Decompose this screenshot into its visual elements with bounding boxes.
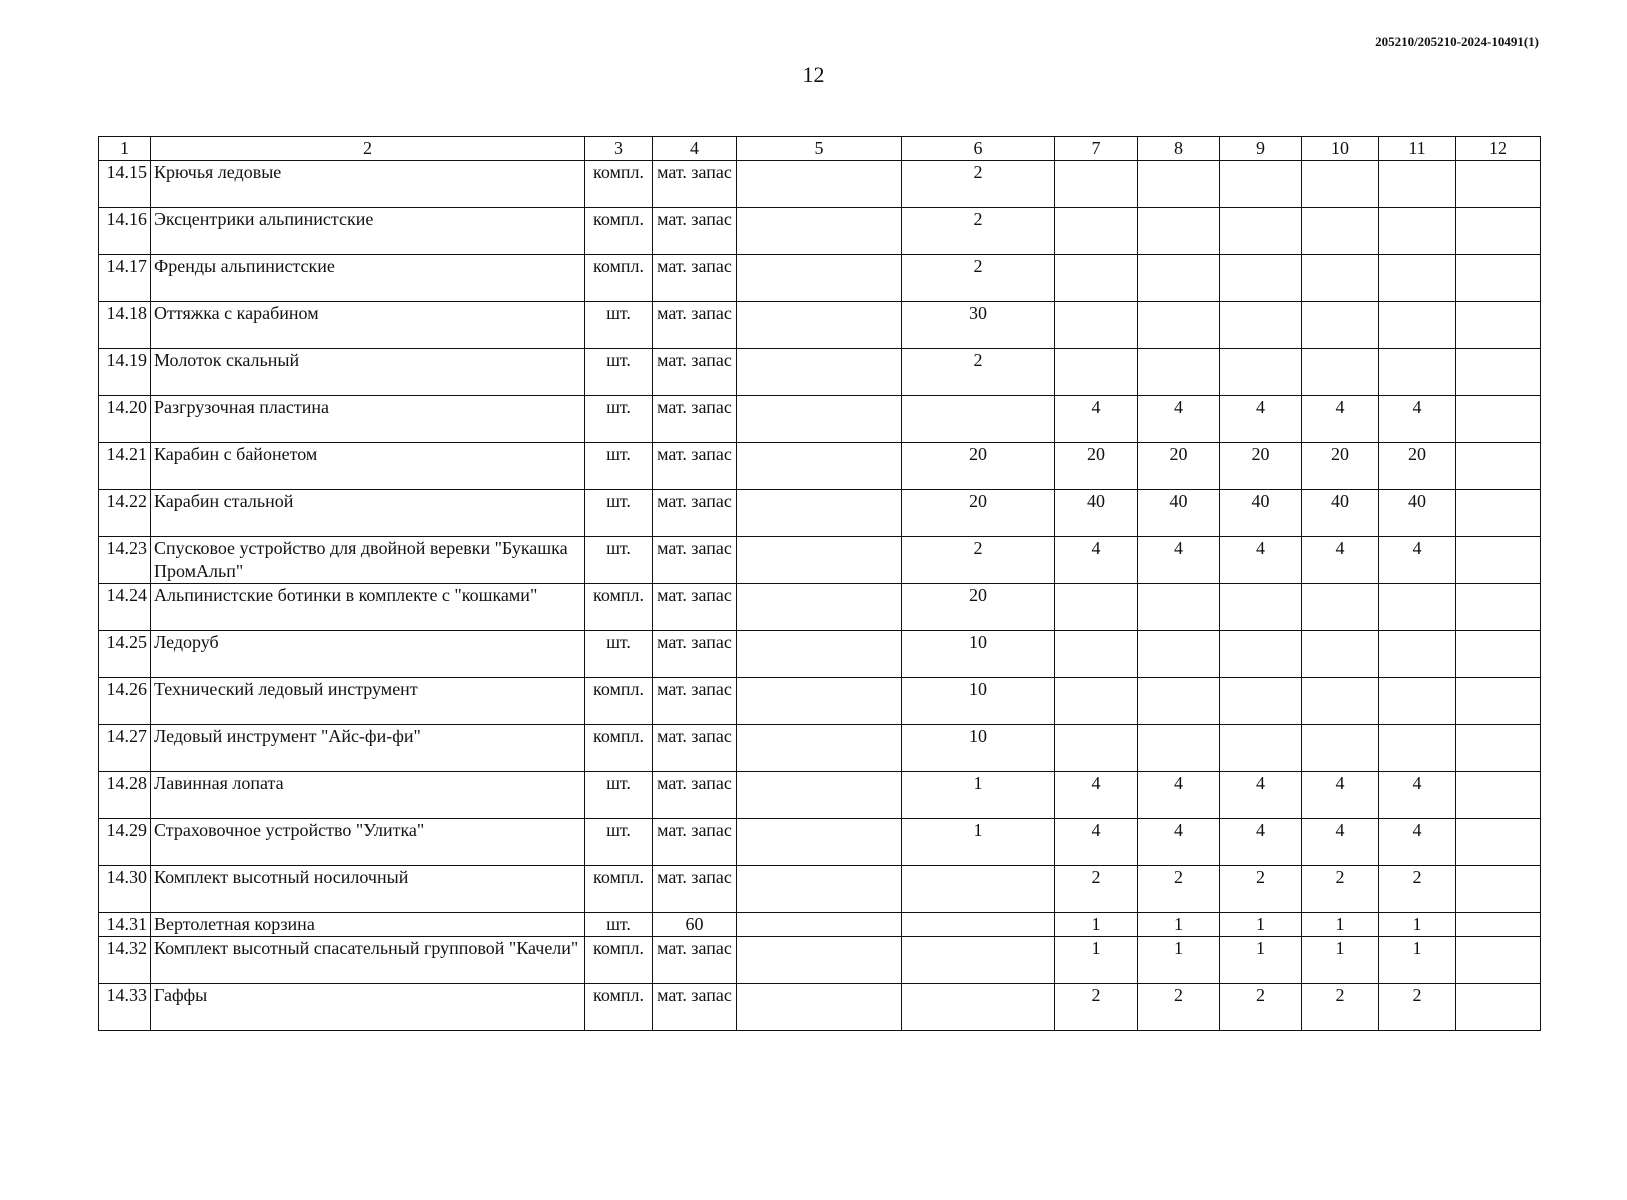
item-number: 14.21 [99, 443, 151, 490]
item-number: 14.24 [99, 584, 151, 631]
item-basis: мат. запас [653, 255, 737, 302]
item-number: 14.25 [99, 631, 151, 678]
col-7-value [1055, 349, 1138, 396]
col-5-value [737, 255, 902, 302]
col-7-value: 20 [1055, 443, 1138, 490]
table-row [99, 396, 1541, 443]
item-unit: компл. [585, 866, 653, 913]
table-row [99, 208, 1541, 255]
col-12-value [1456, 161, 1541, 208]
col-9-value: 4 [1220, 396, 1302, 443]
page-number: 12 [802, 62, 825, 87]
col-8-value: 4 [1138, 819, 1220, 866]
table-row [99, 255, 1541, 302]
col-12-value [1456, 819, 1541, 866]
item-name: Страховочное устройство "Улитка" [151, 819, 585, 866]
col-10-value: 4 [1302, 772, 1379, 819]
col-6-value: 20 [902, 490, 1055, 537]
header-cell-12: 12 [1456, 137, 1541, 161]
table-row [99, 537, 1541, 584]
col-6-value [902, 866, 1055, 913]
col-9-value: 40 [1220, 490, 1302, 537]
col-11-value: 20 [1379, 443, 1456, 490]
item-unit: компл. [585, 984, 653, 1031]
col-8-value [1138, 302, 1220, 349]
col-6-value: 2 [902, 349, 1055, 396]
item-basis: мат. запас [653, 678, 737, 725]
item-basis: мат. запас [653, 725, 737, 772]
table-row [99, 937, 1541, 984]
table-body [99, 161, 1541, 1031]
document-id: 205210/205210-2024-10491(1) [1375, 34, 1539, 49]
col-12-value [1456, 490, 1541, 537]
item-basis: мат. запас [653, 537, 737, 584]
col-8-value: 2 [1138, 984, 1220, 1031]
item-number: 14.26 [99, 678, 151, 725]
col-6-value: 2 [902, 208, 1055, 255]
col-11-value [1379, 678, 1456, 725]
col-5-value [737, 913, 902, 937]
table-row [99, 584, 1541, 631]
item-basis: 60 [653, 913, 737, 937]
col-7-value: 1 [1055, 913, 1138, 937]
item-unit: компл. [585, 208, 653, 255]
col-8-value: 20 [1138, 443, 1220, 490]
col-9-value [1220, 255, 1302, 302]
col-8-value [1138, 584, 1220, 631]
item-name: Ледовый инструмент "Айс-фи-фи" [151, 725, 585, 772]
col-12-value [1456, 631, 1541, 678]
col-7-value: 4 [1055, 396, 1138, 443]
col-6-value [902, 984, 1055, 1031]
item-number: 14.17 [99, 255, 151, 302]
col-5-value [737, 631, 902, 678]
table-row [99, 302, 1541, 349]
col-9-value: 2 [1220, 866, 1302, 913]
col-6-value: 2 [902, 161, 1055, 208]
col-7-value: 4 [1055, 819, 1138, 866]
col-6-value: 2 [902, 537, 1055, 584]
item-number: 14.32 [99, 937, 151, 984]
col-5-value [737, 537, 902, 584]
item-number: 14.23 [99, 537, 151, 584]
header-cell-8: 8 [1138, 137, 1220, 161]
col-10-value: 1 [1302, 913, 1379, 937]
item-number: 14.19 [99, 349, 151, 396]
col-7-value [1055, 302, 1138, 349]
col-5-value [737, 772, 902, 819]
col-12-value [1456, 584, 1541, 631]
col-6-value: 1 [902, 772, 1055, 819]
col-11-value [1379, 208, 1456, 255]
col-6-value: 2 [902, 255, 1055, 302]
col-5-value [737, 302, 902, 349]
col-12-value [1456, 866, 1541, 913]
col-11-value: 4 [1379, 772, 1456, 819]
col-8-value [1138, 631, 1220, 678]
col-11-value [1379, 584, 1456, 631]
col-10-value [1302, 631, 1379, 678]
col-9-value [1220, 161, 1302, 208]
item-number: 14.31 [99, 913, 151, 937]
item-unit: шт. [585, 349, 653, 396]
col-5-value [737, 937, 902, 984]
col-8-value [1138, 161, 1220, 208]
col-8-value: 40 [1138, 490, 1220, 537]
col-12-value [1456, 725, 1541, 772]
col-7-value [1055, 725, 1138, 772]
col-11-value [1379, 255, 1456, 302]
col-9-value: 4 [1220, 537, 1302, 584]
item-name: Спусковое устройство для двойной веревки "Букашка ПромАльп" [151, 537, 585, 584]
col-7-value: 4 [1055, 537, 1138, 584]
header-cell-6: 6 [902, 137, 1055, 161]
col-12-value [1456, 443, 1541, 490]
item-unit: шт. [585, 772, 653, 819]
col-7-value: 2 [1055, 984, 1138, 1031]
col-9-value [1220, 631, 1302, 678]
col-12-value [1456, 255, 1541, 302]
col-9-value [1220, 208, 1302, 255]
col-12-value [1456, 302, 1541, 349]
col-5-value [737, 208, 902, 255]
col-7-value [1055, 584, 1138, 631]
item-name: Лавинная лопата [151, 772, 585, 819]
col-11-value: 1 [1379, 937, 1456, 984]
col-10-value: 4 [1302, 537, 1379, 584]
col-11-value [1379, 161, 1456, 208]
item-name: Карабин с байонетом [151, 443, 585, 490]
col-8-value: 2 [1138, 866, 1220, 913]
item-unit: компл. [585, 255, 653, 302]
col-9-value: 1 [1220, 913, 1302, 937]
item-name: Эксцентрики альпинистские [151, 208, 585, 255]
col-9-value [1220, 584, 1302, 631]
item-basis: мат. запас [653, 937, 737, 984]
item-basis: мат. запас [653, 208, 737, 255]
item-name: Оттяжка с карабином [151, 302, 585, 349]
col-7-value [1055, 161, 1138, 208]
col-5-value [737, 678, 902, 725]
item-name: Альпинистские ботинки в комплекте с "кошками" [151, 584, 585, 631]
col-9-value: 1 [1220, 937, 1302, 984]
table-row [99, 819, 1541, 866]
item-basis: мат. запас [653, 161, 737, 208]
col-11-value: 2 [1379, 984, 1456, 1031]
item-basis: мат. запас [653, 396, 737, 443]
item-unit: шт. [585, 537, 653, 584]
item-number: 14.30 [99, 866, 151, 913]
header-cell-5: 5 [737, 137, 902, 161]
col-9-value: 2 [1220, 984, 1302, 1031]
col-6-value: 20 [902, 584, 1055, 631]
col-5-value [737, 490, 902, 537]
col-12-value [1456, 984, 1541, 1031]
item-basis: мат. запас [653, 631, 737, 678]
col-9-value [1220, 302, 1302, 349]
header-cell-3: 3 [585, 137, 653, 161]
item-name: Разгрузочная пластина [151, 396, 585, 443]
equipment-table [98, 136, 1541, 1031]
col-11-value: 40 [1379, 490, 1456, 537]
item-number: 14.33 [99, 984, 151, 1031]
item-unit: шт. [585, 913, 653, 937]
col-7-value: 2 [1055, 866, 1138, 913]
col-9-value [1220, 349, 1302, 396]
item-name: Ледоруб [151, 631, 585, 678]
col-10-value [1302, 678, 1379, 725]
col-6-value: 10 [902, 725, 1055, 772]
col-7-value [1055, 678, 1138, 725]
item-name: Технический ледовый инструмент [151, 678, 585, 725]
item-number: 14.15 [99, 161, 151, 208]
col-12-value [1456, 678, 1541, 725]
col-8-value: 4 [1138, 537, 1220, 584]
header-cell-10: 10 [1302, 137, 1379, 161]
col-7-value [1055, 208, 1138, 255]
item-number: 14.29 [99, 819, 151, 866]
header-cell-11: 11 [1379, 137, 1456, 161]
col-10-value [1302, 161, 1379, 208]
col-6-value [902, 937, 1055, 984]
col-10-value [1302, 584, 1379, 631]
col-8-value [1138, 255, 1220, 302]
col-11-value: 2 [1379, 866, 1456, 913]
item-number: 14.18 [99, 302, 151, 349]
col-11-value: 4 [1379, 537, 1456, 584]
col-11-value [1379, 631, 1456, 678]
item-name: Комплект высотный спасательный групповой "Качели" [151, 937, 585, 984]
col-12-value [1456, 937, 1541, 984]
col-7-value [1055, 631, 1138, 678]
header-cell-4: 4 [653, 137, 737, 161]
col-10-value [1302, 302, 1379, 349]
item-unit: компл. [585, 161, 653, 208]
item-number: 14.22 [99, 490, 151, 537]
col-8-value: 1 [1138, 937, 1220, 984]
col-7-value: 40 [1055, 490, 1138, 537]
col-12-value [1456, 208, 1541, 255]
item-unit: шт. [585, 819, 653, 866]
col-6-value: 30 [902, 302, 1055, 349]
item-unit: шт. [585, 302, 653, 349]
table-row [99, 984, 1541, 1031]
table-row [99, 772, 1541, 819]
col-9-value: 4 [1220, 819, 1302, 866]
col-10-value: 40 [1302, 490, 1379, 537]
item-unit: шт. [585, 443, 653, 490]
col-6-value [902, 396, 1055, 443]
col-6-value: 10 [902, 678, 1055, 725]
col-5-value [737, 161, 902, 208]
col-11-value: 4 [1379, 396, 1456, 443]
col-10-value: 2 [1302, 984, 1379, 1031]
item-unit: компл. [585, 937, 653, 984]
table-row [99, 161, 1541, 208]
item-basis: мат. запас [653, 349, 737, 396]
item-unit: компл. [585, 725, 653, 772]
table-header-row [99, 137, 1541, 161]
col-12-value [1456, 913, 1541, 937]
col-9-value: 20 [1220, 443, 1302, 490]
item-number: 14.28 [99, 772, 151, 819]
col-5-value [737, 584, 902, 631]
col-11-value [1379, 349, 1456, 396]
col-10-value [1302, 208, 1379, 255]
col-12-value [1456, 537, 1541, 584]
col-10-value: 2 [1302, 866, 1379, 913]
table-row [99, 631, 1541, 678]
col-7-value: 4 [1055, 772, 1138, 819]
table-row [99, 490, 1541, 537]
col-11-value: 4 [1379, 819, 1456, 866]
item-name: Гаффы [151, 984, 585, 1031]
header-cell-2: 2 [151, 137, 585, 161]
col-10-value [1302, 255, 1379, 302]
item-unit: шт. [585, 490, 653, 537]
col-12-value [1456, 396, 1541, 443]
col-10-value: 20 [1302, 443, 1379, 490]
item-name: Френды альпинистские [151, 255, 585, 302]
item-basis: мат. запас [653, 584, 737, 631]
item-name: Молоток скальный [151, 349, 585, 396]
col-6-value: 10 [902, 631, 1055, 678]
col-9-value: 4 [1220, 772, 1302, 819]
item-basis: мат. запас [653, 984, 737, 1031]
col-10-value: 4 [1302, 396, 1379, 443]
item-basis: мат. запас [653, 443, 737, 490]
item-basis: мат. запас [653, 490, 737, 537]
col-6-value [902, 913, 1055, 937]
col-7-value [1055, 255, 1138, 302]
col-5-value [737, 396, 902, 443]
col-11-value: 1 [1379, 913, 1456, 937]
table-row [99, 443, 1541, 490]
col-8-value [1138, 725, 1220, 772]
col-11-value [1379, 725, 1456, 772]
col-10-value: 1 [1302, 937, 1379, 984]
col-5-value [737, 349, 902, 396]
col-10-value [1302, 725, 1379, 772]
col-8-value: 1 [1138, 913, 1220, 937]
col-6-value: 20 [902, 443, 1055, 490]
col-12-value [1456, 349, 1541, 396]
table-row [99, 678, 1541, 725]
col-10-value [1302, 349, 1379, 396]
col-8-value: 4 [1138, 396, 1220, 443]
col-8-value [1138, 678, 1220, 725]
item-basis: мат. запас [653, 819, 737, 866]
table-row [99, 349, 1541, 396]
col-12-value [1456, 772, 1541, 819]
col-8-value [1138, 349, 1220, 396]
item-name: Комплект высотный носилочный [151, 866, 585, 913]
item-basis: мат. запас [653, 866, 737, 913]
header-cell-7: 7 [1055, 137, 1138, 161]
item-number: 14.16 [99, 208, 151, 255]
item-unit: шт. [585, 396, 653, 443]
header-cell-1: 1 [99, 137, 151, 161]
item-unit: компл. [585, 678, 653, 725]
col-9-value [1220, 725, 1302, 772]
item-number: 14.27 [99, 725, 151, 772]
col-5-value [737, 819, 902, 866]
table-row [99, 913, 1541, 937]
col-10-value: 4 [1302, 819, 1379, 866]
col-5-value [737, 866, 902, 913]
col-5-value [737, 984, 902, 1031]
item-unit: компл. [585, 584, 653, 631]
item-basis: мат. запас [653, 772, 737, 819]
header-cell-9: 9 [1220, 137, 1302, 161]
item-unit: шт. [585, 631, 653, 678]
table-row [99, 866, 1541, 913]
item-name: Вертолетная корзина [151, 913, 585, 937]
col-5-value [737, 443, 902, 490]
col-8-value: 4 [1138, 772, 1220, 819]
col-9-value [1220, 678, 1302, 725]
col-5-value [737, 725, 902, 772]
col-6-value: 1 [902, 819, 1055, 866]
col-8-value [1138, 208, 1220, 255]
item-name: Карабин стальной [151, 490, 585, 537]
item-basis: мат. запас [653, 302, 737, 349]
item-name: Крючья ледовые [151, 161, 585, 208]
table-row [99, 725, 1541, 772]
col-7-value: 1 [1055, 937, 1138, 984]
col-11-value [1379, 302, 1456, 349]
item-number: 14.20 [99, 396, 151, 443]
